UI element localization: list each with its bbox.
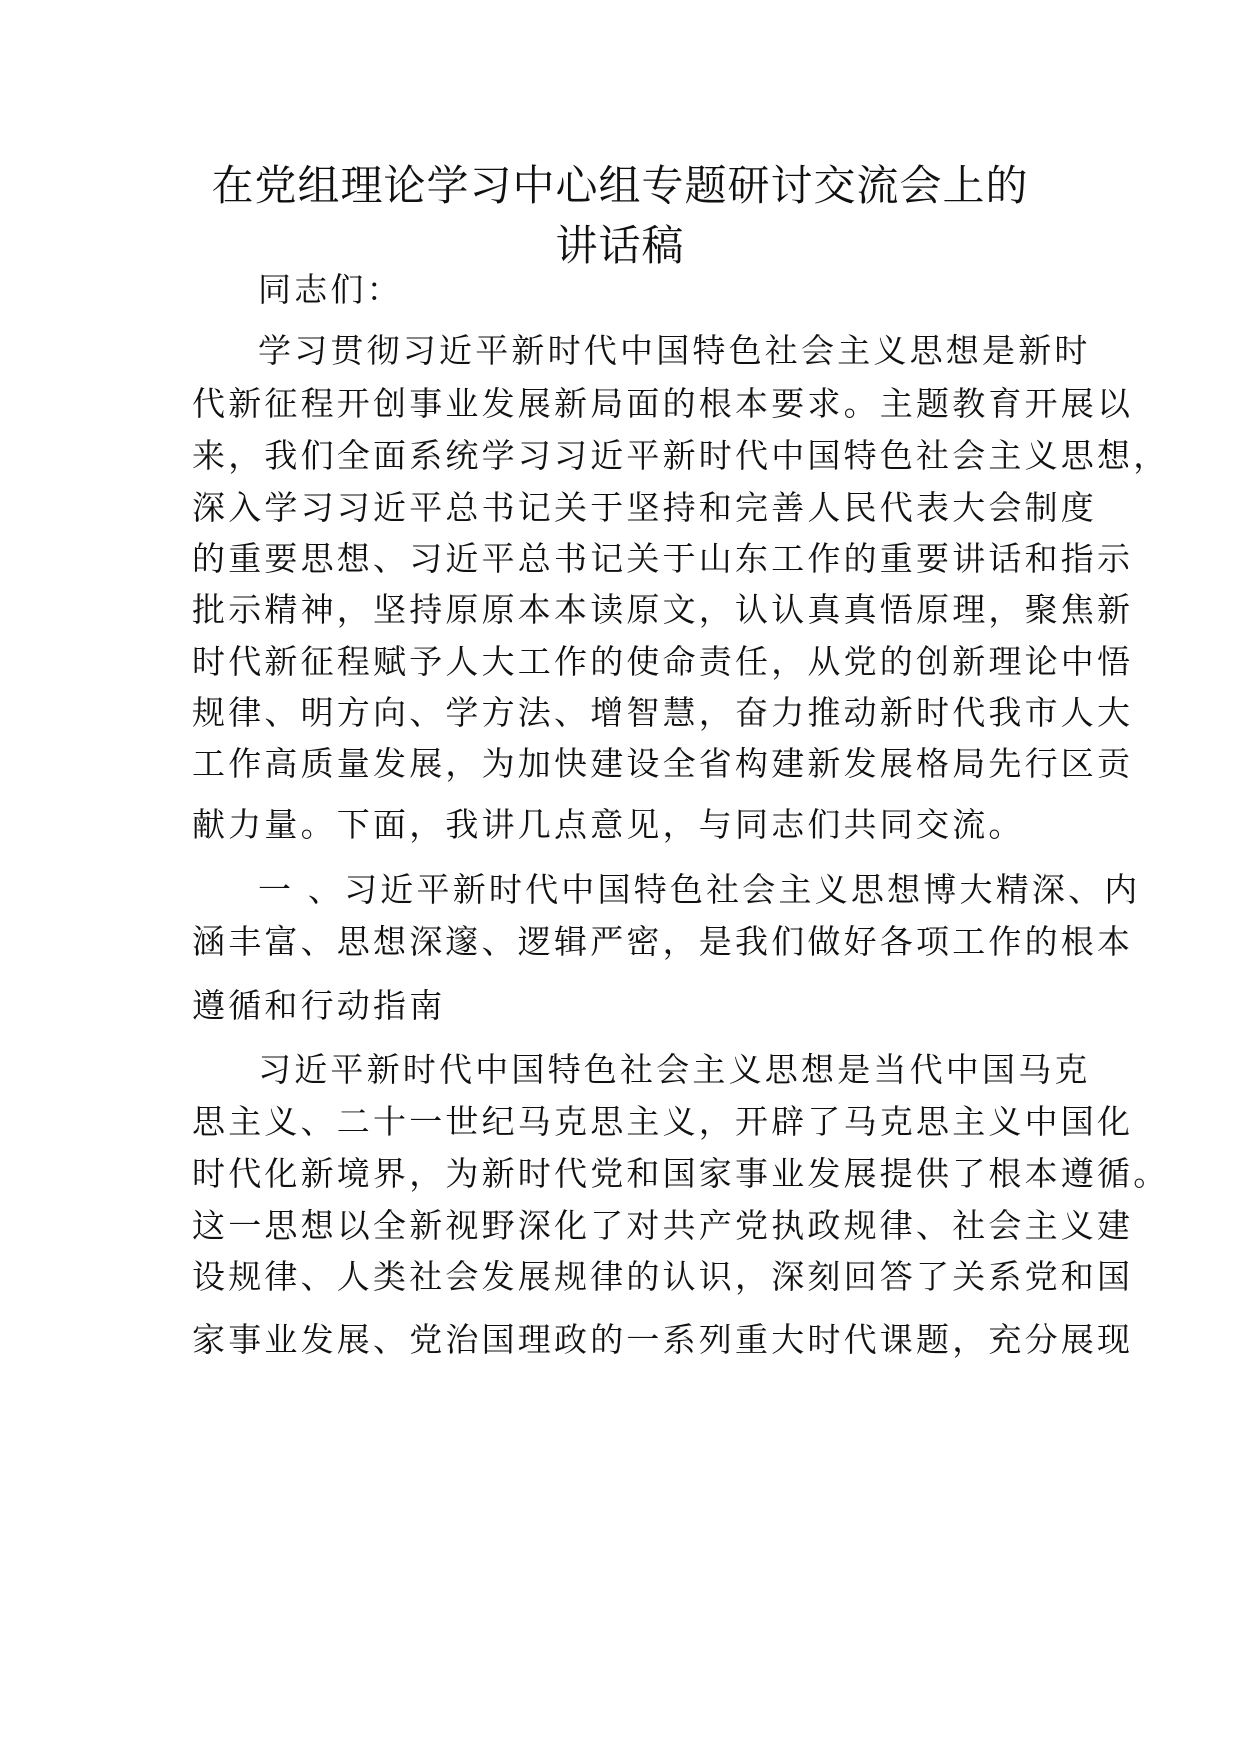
paragraph-2-line: 思主义、二十一世纪马克思主义，开辟了马克思主义中国化 <box>192 1102 1134 1141</box>
paragraph-1-line: 来，我们全面系统学习习近平新时代中国特色社会主义思想， <box>192 436 1170 475</box>
paragraph-2-line: 设规律、人类社会发展规律的认识，深刻回答了关系党和国 <box>192 1257 1134 1296</box>
section-heading-line: 遵循和行动指南 <box>192 986 446 1025</box>
section-heading-line: 涵丰富、思想深邃、逻辑严密，是我们做好各项工作的根本 <box>192 922 1134 961</box>
paragraph-2-line: 家事业发展、党治国理政的一系列重大时代课题，充分展现 <box>192 1320 1134 1359</box>
paragraph-1-line: 批示精神，坚持原原本本读原文，认认真真悟原理，聚焦新 <box>192 590 1134 629</box>
document-title-line-2: 讲话稿 <box>555 221 685 270</box>
paragraph-1-line: 学习贯彻习近平新时代中国特色社会主义思想是新时 <box>258 331 1091 370</box>
paragraph-1-line: 规律、明方向、学方法、增智慧，奋力推动新时代我市人大 <box>192 693 1134 732</box>
paragraph-2-line: 这一思想以全新视野深化了对共产党执政规律、社会主义建 <box>192 1206 1134 1245</box>
paragraph-1-line: 深入学习习近平总书记关于坚持和完善人民代表大会制度 <box>192 488 1097 527</box>
paragraph-1-line: 时代新征程赋予人大工作的使命责任，从党的创新理论中悟 <box>192 642 1134 681</box>
paragraph-1-line: 献力量。下面，我讲几点意见，与同志们共同交流。 <box>192 805 1025 844</box>
document-title-line-1: 在党组理论学习中心组专题研讨交流会上的 <box>211 161 1029 210</box>
paragraph-2-line: 时代化新境界，为新时代党和国家事业发展提供了根本遵循。 <box>192 1154 1170 1193</box>
paragraph-1-line: 代新征程开创事业发展新局面的根本要求。主题教育开展以 <box>192 384 1134 423</box>
greeting: 同志们： <box>258 270 403 309</box>
paragraph-2-line: 习近平新时代中国特色社会主义思想是当代中国马克 <box>258 1050 1091 1089</box>
section-heading-line: 一 、习近平新时代中国特色社会主义思想博大精深、内 <box>258 870 1141 909</box>
paragraph-1-line: 工作高质量发展，为加快建设全省构建新发展格局先行区贡 <box>192 744 1134 783</box>
paragraph-1-line: 的重要思想、习近平总书记关于山东工作的重要讲话和指示 <box>192 539 1134 578</box>
